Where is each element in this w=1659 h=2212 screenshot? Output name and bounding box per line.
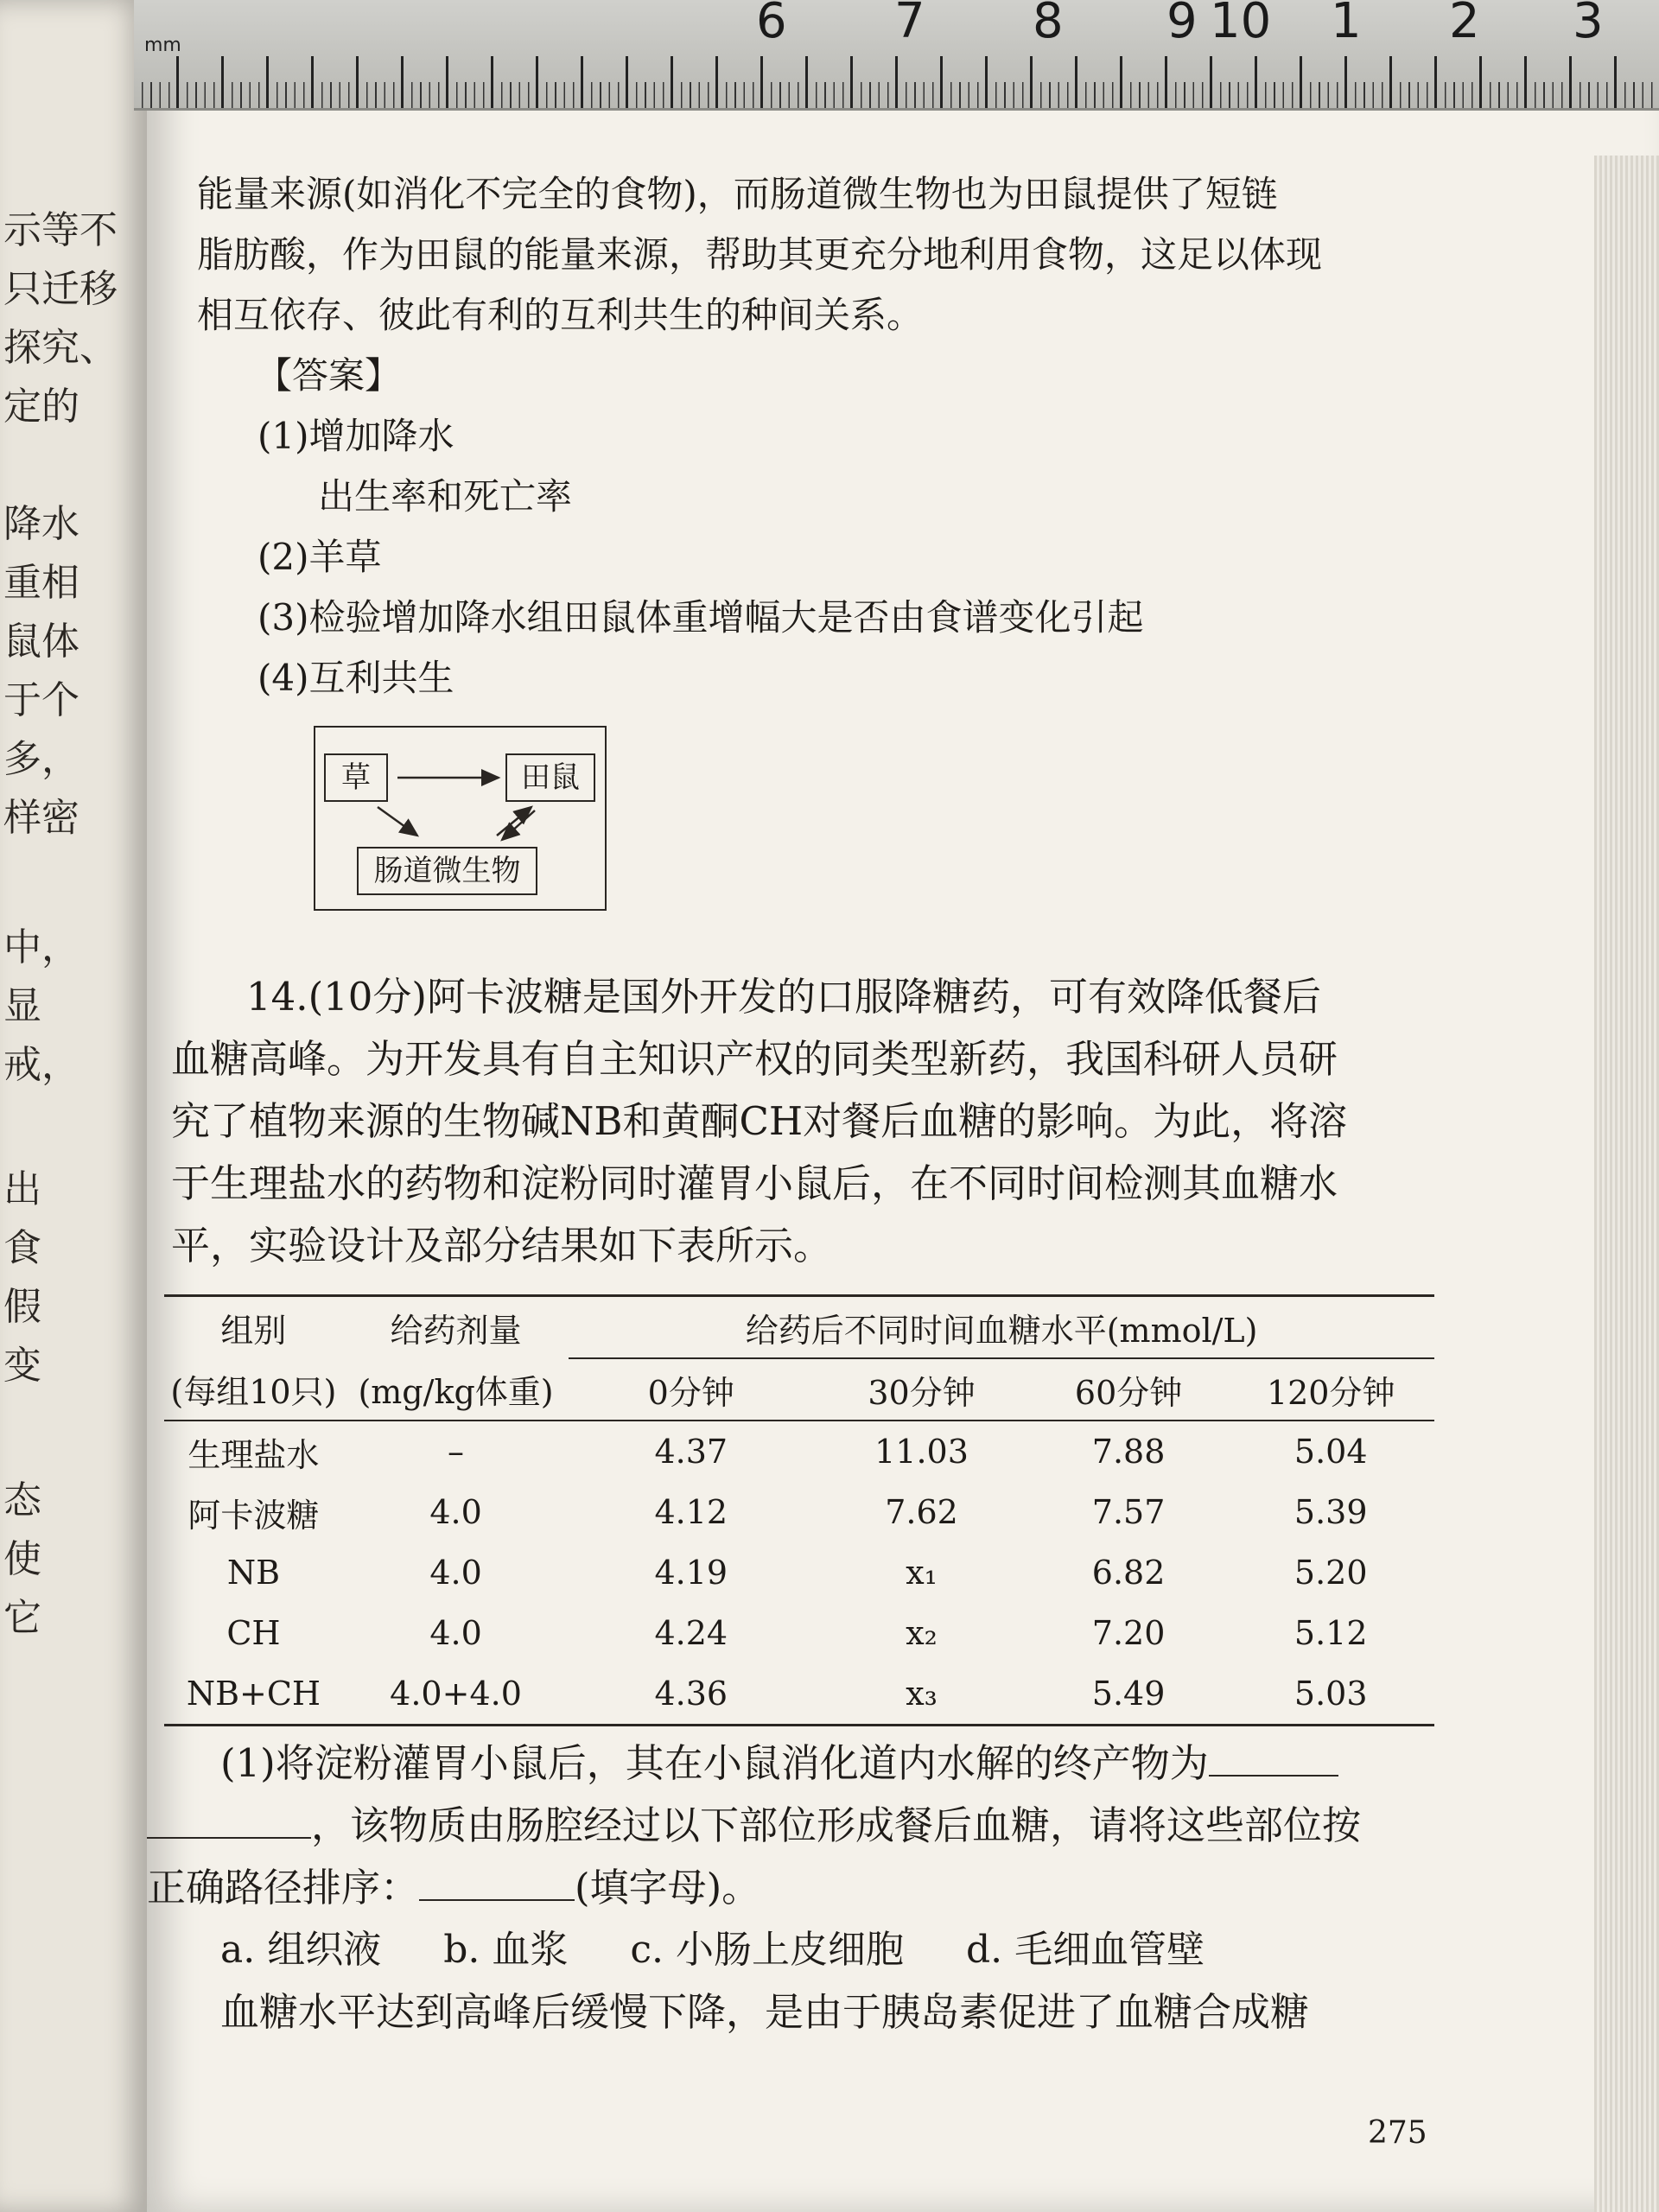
- answer-blank[interactable]: [419, 1865, 575, 1901]
- answer-blank[interactable]: [147, 1802, 311, 1839]
- diagram-microbe-box: 肠道微生物: [357, 847, 537, 895]
- left-page-line: 示等不: [3, 208, 118, 252]
- left-page-line: 它: [3, 1596, 41, 1640]
- cell-v60: 7.88: [1091, 1433, 1166, 1471]
- answer-heading: 【答案】: [256, 354, 402, 397]
- answer-blank[interactable]: [1209, 1740, 1338, 1777]
- cell-v120: 5.04: [1294, 1433, 1368, 1471]
- ruler-ticks: [134, 56, 1659, 108]
- ruler: [134, 0, 1659, 111]
- left-page-line: 定的: [3, 385, 79, 429]
- answer-item: (3)检验增加降水组田鼠体重增幅大是否由食谱变化引起: [257, 596, 1144, 639]
- arrow-grass-to-microbe: [378, 807, 417, 836]
- header-dose: 给药剂量: [390, 1312, 522, 1350]
- left-page-line: 变: [3, 1344, 41, 1388]
- cell-v30: 11.03: [874, 1433, 969, 1471]
- ruler-number: 3: [1573, 0, 1604, 49]
- option-c: c. 小肠上皮细胞: [630, 1928, 904, 1972]
- left-page-line: 样密: [3, 796, 79, 840]
- cell-dose: 4.0: [429, 1554, 482, 1592]
- cell-v0: 4.19: [654, 1554, 728, 1592]
- cell-v60: 5.49: [1091, 1675, 1166, 1713]
- cell-v60: 7.57: [1091, 1493, 1166, 1531]
- ruler-number: 9: [1166, 0, 1198, 49]
- question-line: 血糖高峰。为开发具有自主知识产权的同类型新药，我国科研人员研: [171, 1036, 1338, 1082]
- left-page-line: 显: [3, 984, 41, 1028]
- cell-v0: 4.37: [654, 1433, 728, 1471]
- answer-item: (2)羊草: [257, 536, 382, 578]
- sub-question-line: [147, 1732, 1443, 1795]
- cell-v30: 7.62: [885, 1493, 958, 1531]
- table-row: [164, 1482, 1434, 1542]
- header-time-0: 0分钟: [647, 1373, 734, 1412]
- option-d: d. 毛细血管壁: [965, 1928, 1205, 1972]
- cell-v120: 5.03: [1294, 1675, 1368, 1713]
- cell-v0: 4.24: [654, 1614, 728, 1652]
- cell-dose: 4.0: [429, 1614, 482, 1652]
- cell-v0: 4.12: [654, 1493, 728, 1531]
- left-page-line: 多，: [3, 737, 79, 781]
- sub-question-text: (填字母)。: [575, 1865, 761, 1910]
- cell-group: 阿卡波糖: [188, 1496, 320, 1535]
- left-page-line: 中，: [3, 925, 79, 969]
- option-b: b. 血浆: [443, 1928, 569, 1972]
- cell-v30: x₃: [906, 1675, 938, 1713]
- results-table: [164, 1294, 1434, 1726]
- left-page-line: 食: [3, 1226, 41, 1270]
- header-group-sub: (每组10只): [170, 1373, 337, 1411]
- page-edge: [1594, 156, 1659, 2212]
- cell-v0: 4.36: [654, 1675, 728, 1713]
- left-page-line: 鼠体: [3, 620, 79, 664]
- answer-item: (4)互利共生: [257, 657, 454, 699]
- left-page-line: 使: [3, 1537, 41, 1581]
- table-header-row: [164, 1358, 1434, 1421]
- table-header-row: [164, 1296, 1434, 1359]
- question-14: [147, 966, 1443, 1277]
- sub-question-1: [147, 1732, 1443, 2044]
- question-line: 平，实验设计及部分结果如下表所示。: [171, 1223, 833, 1268]
- ruler-number: 1: [1331, 0, 1362, 49]
- sub-question-text: ，该物质由肠腔经过以下部位形成餐后血糖，请将这些部位按: [311, 1802, 1362, 1848]
- left-page-line: 假: [3, 1285, 41, 1329]
- analysis-and-answer: [197, 164, 1441, 709]
- relationship-diagram: [314, 726, 607, 911]
- diagram-grass-box: 草: [324, 753, 388, 802]
- option-a: a. 组织液: [220, 1928, 382, 1972]
- ruler-number: 2: [1449, 0, 1480, 49]
- left-page: [0, 0, 147, 2212]
- ruler-number: 6: [756, 0, 787, 49]
- sub-question-line: 血糖水平达到高峰后缓慢下降，是由于胰岛素促进了血糖合成糖: [220, 1989, 1310, 2035]
- left-page-line: 态: [3, 1478, 41, 1522]
- cell-v60: 7.20: [1091, 1614, 1166, 1652]
- analysis-line: 脂肪酸，作为田鼠的能量来源，帮助其更充分地利用食物，这足以体现: [197, 233, 1323, 276]
- table-row: [164, 1603, 1434, 1663]
- answer-item: 出生率和死亡率: [318, 475, 573, 518]
- cell-group: 生理盐水: [188, 1435, 320, 1474]
- cell-v30: x₁: [906, 1554, 938, 1592]
- sub-question-text: (1)将淀粉灌胃小鼠后，其在小鼠消化道内水解的终产物为: [220, 1740, 1209, 1786]
- left-page-line: 于个: [3, 678, 79, 722]
- ruler-number: 8: [1033, 0, 1064, 49]
- header-time-120: 120分钟: [1266, 1373, 1395, 1412]
- analysis-line: 能量来源(如消化不完全的食物)，而肠道微生物也为田鼠提供了短链: [197, 173, 1278, 215]
- cell-v120: 5.20: [1294, 1554, 1368, 1592]
- arrow-microbe-to-vole: [497, 807, 531, 836]
- table-row: [164, 1421, 1434, 1482]
- cell-v120: 5.12: [1294, 1614, 1368, 1652]
- ruler-number: 7: [894, 0, 925, 49]
- cell-dose: 4.0+4.0: [390, 1675, 522, 1713]
- left-page-line: 重相: [3, 561, 79, 605]
- cell-dose: 4.0: [429, 1493, 482, 1531]
- analysis-line: 相互依存、彼此有利的互利共生的种间关系。: [197, 294, 924, 336]
- left-page-line: 降水: [3, 502, 79, 546]
- table-row: [164, 1542, 1434, 1603]
- header-time-30: 30分钟: [868, 1373, 976, 1412]
- cell-group: NB: [226, 1554, 281, 1592]
- cell-v120: 5.39: [1294, 1493, 1368, 1531]
- cell-dose: –: [448, 1433, 465, 1471]
- left-page-line: 只迁移: [3, 267, 118, 311]
- header-dose-sub: (mg/kg体重): [358, 1373, 554, 1411]
- header-group: 组别: [220, 1312, 287, 1350]
- ruler-unit: mm: [144, 35, 181, 56]
- left-page-line: 戒，: [3, 1043, 79, 1087]
- cell-v60: 6.82: [1091, 1554, 1166, 1592]
- table-row: [164, 1663, 1434, 1726]
- question-line: 14.(10分)阿卡波糖是国外开发的口服降糖药，可有效降低餐后: [246, 974, 1321, 1020]
- left-page-line: 探究、: [3, 326, 118, 370]
- cell-group: NB+CH: [186, 1675, 321, 1713]
- header-time: 给药后不同时间血糖水平(mmol/L): [569, 1296, 1434, 1359]
- page-number: 275: [1368, 2115, 1427, 2151]
- cell-v30: x₂: [906, 1614, 938, 1652]
- diagram-vole-box: 田鼠: [505, 753, 595, 802]
- question-line: 究了植物来源的生物碱NB和黄酮CH对餐后血糖的影响。为此，将溶: [171, 1098, 1348, 1144]
- answer-item: (1)增加降水: [257, 415, 454, 457]
- arrow-vole-to-microbe: [502, 810, 535, 840]
- sub-question-text: 正确路径排序：: [147, 1865, 420, 1910]
- sub-question-line: [147, 1857, 1443, 1919]
- question-line: 于生理盐水的药物和淀粉同时灌胃小鼠后，在不同时间检测其血糖水: [171, 1160, 1338, 1206]
- header-time-60: 60分钟: [1074, 1373, 1183, 1412]
- sub-question-line: [147, 1795, 1443, 1857]
- options-row: [147, 1919, 1443, 1981]
- cell-group: CH: [226, 1614, 281, 1652]
- ruler-number: 10: [1210, 0, 1272, 49]
- left-page-line: 出: [3, 1167, 41, 1211]
